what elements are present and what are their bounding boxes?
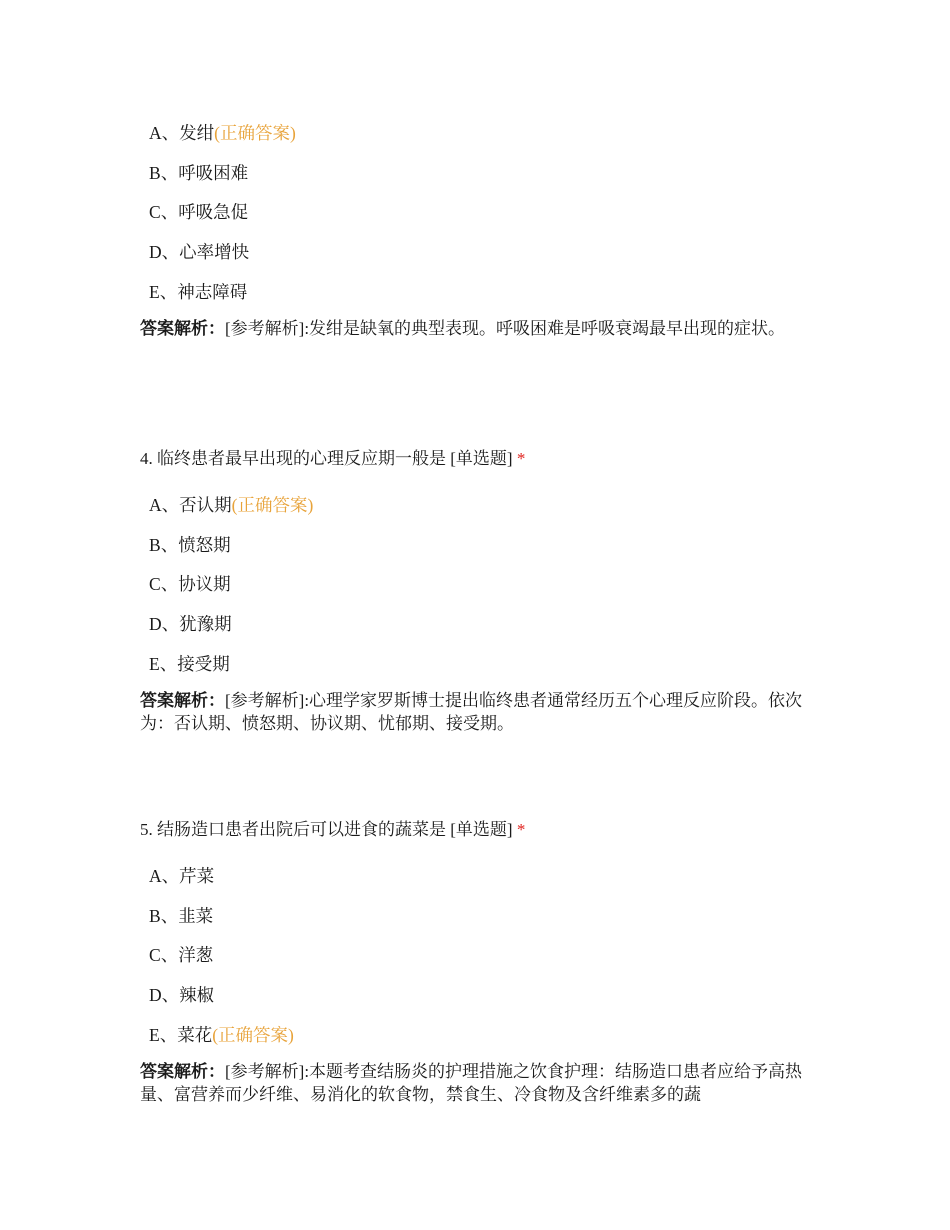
answer-analysis <box>140 317 812 340</box>
option-d: D、心率增快 <box>149 242 250 263</box>
required-star: * <box>516 449 526 468</box>
option-c: C、协议期 <box>149 574 231 595</box>
option-e: E、接受期 <box>149 653 230 674</box>
option-a: A、发绀(正确答案) <box>149 123 296 143</box>
option-e: E、菜花(正确答案) <box>149 1024 294 1045</box>
question-title: 4. 临终患者最早出现的心理反应期一般是 [单选题] * <box>140 449 526 468</box>
option-d: D、犹豫期 <box>149 614 232 635</box>
question-5-block <box>140 818 820 842</box>
option-c: C、洋葱 <box>149 945 214 966</box>
correct-answer-tag: (正确答案) <box>231 495 314 515</box>
option-c: C、呼吸急促 <box>149 202 249 223</box>
question-4-options <box>140 493 820 735</box>
option-e: E、神志障碍 <box>149 281 248 302</box>
correct-answer-tag: (正确答案) <box>214 123 296 143</box>
analysis-label: 答案解析： <box>140 318 225 338</box>
option-a: A、否认期(正确答案) <box>149 495 314 515</box>
question-3-block <box>140 121 820 340</box>
question-4-block <box>140 447 820 471</box>
option-b: B、愤怒期 <box>149 534 231 555</box>
question-title: 5. 结肠造口患者出院后可以进食的蔬菜是 [单选题] * <box>140 820 526 839</box>
answer-analysis <box>140 689 812 735</box>
question-5-options <box>140 864 820 1106</box>
option-b: B、韭菜 <box>149 905 214 926</box>
analysis-text: [参考解析]:发绀是缺氧的典型表现。呼吸困难是呼吸衰竭最早出现的症状。 <box>225 318 786 338</box>
analysis-label: 答案解析： <box>140 1061 225 1081</box>
option-b: B、呼吸困难 <box>149 162 249 183</box>
required-star: * <box>516 820 526 839</box>
option-a: A、芹菜 <box>149 866 215 886</box>
analysis-text: [参考解析]:心理学家罗斯博士提出临终患者通常经历五个心理反应阶段。依次为：否认期、愤怒期、协议期、忧郁期、接受期。 <box>140 690 803 733</box>
correct-answer-tag: (正确答案) <box>212 1024 294 1045</box>
answer-analysis <box>140 1060 812 1106</box>
option-d: D、辣椒 <box>149 985 215 1006</box>
analysis-text: [参考解析]:本题考查结肠炎的护理措施之饮食护理：结肠造口患者应给予高热量、富营养而少纤维、易消化的软食物，禁食生、冷食物及含纤维素多的蔬 <box>140 1061 803 1104</box>
analysis-label: 答案解析： <box>140 690 225 710</box>
